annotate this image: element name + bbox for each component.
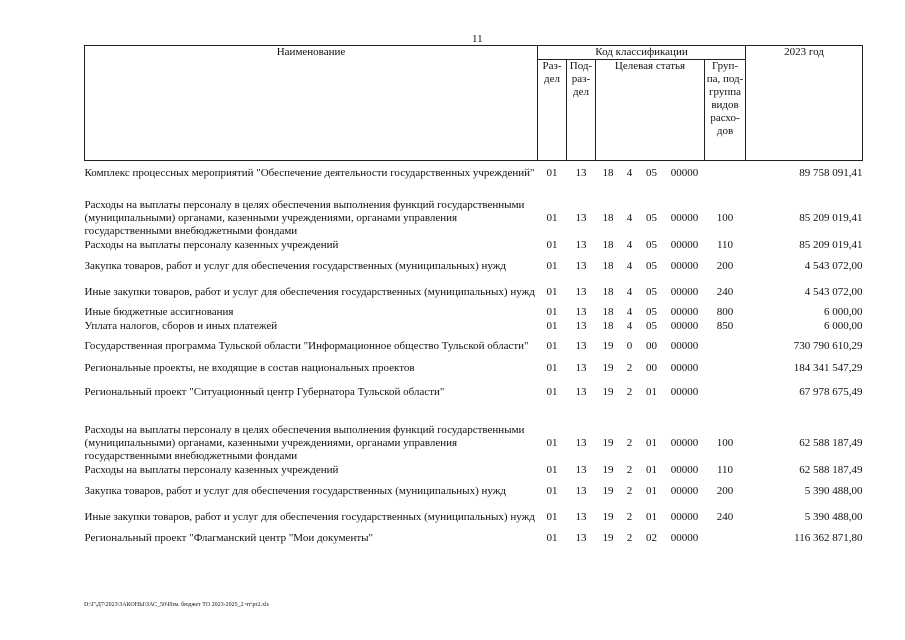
cell-name: Региональные проекты, не входящие в состав национальных проектов bbox=[84, 362, 415, 374]
table-row bbox=[85, 360, 863, 378]
table-row bbox=[85, 161, 863, 187]
table-body bbox=[85, 161, 863, 547]
cell-t2: 4 bbox=[626, 306, 633, 318]
cell-rz: 01 bbox=[546, 239, 558, 251]
cell-t3: 01 bbox=[646, 485, 657, 497]
cell-t4: 00000 bbox=[670, 436, 699, 449]
cell-vr: 850 bbox=[716, 320, 734, 332]
table-row bbox=[85, 505, 863, 531]
cell-t3: 00 bbox=[646, 340, 657, 352]
cell-rz: 01 bbox=[546, 386, 558, 398]
cell-name: Иные закупки товаров, работ и услуг для обеспечения государственных (муниципальных) нужд bbox=[84, 511, 535, 523]
cell-name: Закупка товаров, работ и услуг для обеспечения государственных (муниципальных) нужд bbox=[84, 485, 506, 497]
cell-vr: 800 bbox=[716, 306, 734, 318]
cell-t4: 00000 bbox=[670, 532, 699, 544]
cell-t3: 05 bbox=[646, 306, 657, 318]
table-row bbox=[85, 187, 863, 238]
cell-t1: 19 bbox=[602, 511, 614, 523]
cell-rz: 01 bbox=[546, 211, 558, 224]
cell-amount: 85 209 019,41 bbox=[799, 239, 863, 251]
cell-amount: 62 588 187,49 bbox=[799, 436, 863, 449]
cell-t3: 05 bbox=[646, 320, 657, 332]
cell-t3: 01 bbox=[646, 386, 657, 398]
cell-vr: 240 bbox=[716, 511, 734, 523]
cell-t2: 0 bbox=[626, 340, 633, 352]
cell-t2: 4 bbox=[626, 260, 633, 272]
col-year-header: 2023 год bbox=[746, 46, 863, 161]
table-row bbox=[85, 280, 863, 306]
cell-amount: 6 000,00 bbox=[824, 320, 863, 332]
cell-vr: 110 bbox=[716, 464, 734, 476]
cell-t1: 19 bbox=[602, 464, 614, 476]
cell-pr: 13 bbox=[575, 386, 587, 398]
cell-rz: 01 bbox=[546, 436, 558, 449]
cell-t4: 00000 bbox=[670, 386, 699, 398]
cell-t3: 01 bbox=[646, 436, 657, 449]
cell-name: Расходы на выплаты персоналу казенных учреждений bbox=[84, 464, 339, 476]
table-row bbox=[85, 238, 863, 254]
cell-rz: 01 bbox=[546, 340, 558, 352]
cell-rz: 01 bbox=[546, 362, 558, 374]
cell-vr bbox=[705, 531, 746, 547]
cell-t4: 00000 bbox=[670, 362, 699, 374]
cell-vr: 100 bbox=[716, 436, 734, 449]
cell-t2: 2 bbox=[626, 362, 633, 374]
header-row-1 bbox=[85, 46, 863, 60]
cell-name: Региональный проект "Флагманский центр "Мои документы" bbox=[84, 532, 374, 544]
cell-rz: 01 bbox=[546, 485, 558, 497]
cell-t3: 02 bbox=[646, 532, 657, 544]
cell-vr bbox=[705, 378, 746, 408]
cell-pr: 13 bbox=[575, 485, 587, 497]
cell-rz: 01 bbox=[546, 167, 558, 180]
table-row bbox=[85, 408, 863, 463]
col-subsection-header: Под- раз- дел bbox=[567, 60, 596, 161]
cell-t4: 00000 bbox=[670, 485, 699, 497]
cell-name: Иные закупки товаров, работ и услуг для обеспечения государственных (муниципальных) нужд bbox=[84, 286, 535, 298]
col-section-header: Раз- дел bbox=[538, 60, 567, 161]
cell-t2: 2 bbox=[626, 511, 633, 523]
file-path-footer: D:\Г\Д7\2023\ЗАКОНЫ\ЗАС_50\Изм. бюджет ТО 2023-2025_2 чт\pr2.xls bbox=[84, 602, 269, 608]
cell-rz: 01 bbox=[546, 260, 558, 272]
cell-t3: 05 bbox=[646, 167, 657, 180]
cell-pr: 13 bbox=[575, 436, 587, 449]
cell-name: Иные бюджетные ассигнования bbox=[84, 306, 234, 318]
cell-t1: 18 bbox=[602, 211, 614, 224]
cell-pr: 13 bbox=[575, 286, 587, 298]
cell-vr bbox=[705, 334, 746, 360]
cell-rz: 01 bbox=[546, 286, 558, 298]
cell-vr: 100 bbox=[716, 211, 734, 224]
cell-pr: 13 bbox=[575, 167, 587, 180]
cell-amount: 5 390 488,00 bbox=[804, 485, 863, 497]
cell-t2: 4 bbox=[626, 239, 633, 251]
cell-t1: 18 bbox=[602, 260, 614, 272]
cell-t1: 18 bbox=[602, 320, 614, 332]
cell-t2: 2 bbox=[626, 485, 633, 497]
cell-vr: 200 bbox=[716, 260, 734, 272]
cell-amount: 85 209 019,41 bbox=[799, 211, 863, 224]
budget-table bbox=[84, 45, 863, 547]
cell-vr bbox=[705, 161, 746, 187]
cell-pr: 13 bbox=[575, 340, 587, 352]
cell-name: Расходы на выплаты персоналу в целях обеспечения выполнения функций государственными (муниципальными) органами, казенными учреждениями, органами управления государственными внебюджетными фондами bbox=[84, 198, 525, 237]
cell-amount: 6 000,00 bbox=[824, 306, 863, 318]
cell-amount: 730 790 610,29 bbox=[793, 340, 863, 352]
cell-vr: 110 bbox=[716, 239, 734, 251]
cell-t4: 00000 bbox=[670, 306, 699, 318]
cell-t3: 01 bbox=[646, 511, 657, 523]
cell-t1: 19 bbox=[602, 340, 614, 352]
cell-t4: 00000 bbox=[670, 511, 699, 523]
cell-amount: 5 390 488,00 bbox=[804, 511, 863, 523]
cell-t3: 05 bbox=[646, 286, 657, 298]
cell-name: Уплата налогов, сборов и иных платежей bbox=[84, 320, 278, 332]
cell-t2: 2 bbox=[626, 436, 633, 449]
cell-t3: 01 bbox=[646, 464, 657, 476]
cell-name: Комплекс процессных мероприятий "Обеспечение деятельности государственных учреждений" bbox=[84, 167, 535, 180]
cell-t1: 19 bbox=[602, 485, 614, 497]
cell-name: Государственная программа Тульской области "Информационное общество Тульской области" bbox=[84, 340, 529, 352]
cell-t4: 00000 bbox=[670, 260, 699, 272]
table-row bbox=[85, 334, 863, 360]
cell-t4: 00000 bbox=[670, 211, 699, 224]
cell-name: Закупка товаров, работ и услуг для обеспечения государственных (муниципальных) нужд bbox=[84, 260, 506, 272]
cell-t2: 2 bbox=[626, 464, 633, 476]
cell-amount: 4 543 072,00 bbox=[804, 260, 863, 272]
cell-amount: 67 978 675,49 bbox=[799, 386, 863, 398]
table-row bbox=[85, 463, 863, 479]
cell-t3: 00 bbox=[646, 362, 657, 374]
cell-amount: 62 588 187,49 bbox=[799, 464, 863, 476]
cell-t1: 19 bbox=[602, 362, 614, 374]
table-row bbox=[85, 320, 863, 334]
cell-t3: 05 bbox=[646, 239, 657, 251]
table-row bbox=[85, 254, 863, 280]
cell-t3: 05 bbox=[646, 211, 657, 224]
cell-pr: 13 bbox=[575, 464, 587, 476]
table-row bbox=[85, 306, 863, 320]
cell-t2: 2 bbox=[626, 532, 633, 544]
table-row bbox=[85, 531, 863, 547]
cell-amount: 184 341 547,29 bbox=[793, 362, 863, 374]
cell-t1: 18 bbox=[602, 239, 614, 251]
cell-pr: 13 bbox=[575, 239, 587, 251]
cell-t1: 18 bbox=[602, 306, 614, 318]
cell-rz: 01 bbox=[546, 464, 558, 476]
cell-name: Расходы на выплаты персоналу в целях обеспечения выполнения функций государственными (муниципальными) органами, казенными учреждениями, органами управления государственными внебюджетными фондами bbox=[84, 423, 525, 462]
cell-t4: 00000 bbox=[670, 340, 699, 352]
cell-vr: 240 bbox=[716, 286, 734, 298]
cell-pr: 13 bbox=[575, 320, 587, 332]
cell-t1: 18 bbox=[602, 167, 614, 180]
cell-t2: 4 bbox=[626, 211, 633, 224]
cell-t4: 00000 bbox=[670, 167, 699, 180]
cell-t2: 4 bbox=[626, 320, 633, 332]
cell-pr: 13 bbox=[575, 532, 587, 544]
cell-pr: 13 bbox=[575, 260, 587, 272]
cell-t2: 4 bbox=[626, 167, 633, 180]
cell-t1: 18 bbox=[602, 286, 614, 298]
cell-t2: 4 bbox=[626, 286, 633, 298]
cell-pr: 13 bbox=[575, 511, 587, 523]
col-expense-group-header: Груп- па, под- группа видов расхо- дов bbox=[705, 60, 746, 161]
cell-t4: 00000 bbox=[670, 239, 699, 251]
cell-t2: 2 bbox=[626, 386, 633, 398]
cell-t4: 00000 bbox=[670, 286, 699, 298]
cell-t3: 05 bbox=[646, 260, 657, 272]
cell-t1: 19 bbox=[602, 532, 614, 544]
cell-pr: 13 bbox=[575, 306, 587, 318]
cell-vr: 200 bbox=[716, 485, 734, 497]
cell-t1: 19 bbox=[602, 436, 614, 449]
cell-amount: 116 362 871,80 bbox=[794, 532, 863, 544]
cell-t4: 00000 bbox=[670, 320, 699, 332]
cell-pr: 13 bbox=[575, 211, 587, 224]
cell-name: Региональный проект "Ситуационный центр Губернатора Тульской области" bbox=[84, 386, 445, 398]
cell-t4: 00000 bbox=[670, 464, 699, 476]
cell-name: Расходы на выплаты персоналу казенных учреждений bbox=[84, 239, 339, 251]
page-number: 11 bbox=[472, 33, 483, 45]
table-row bbox=[85, 479, 863, 505]
cell-pr: 13 bbox=[575, 362, 587, 374]
cell-vr bbox=[705, 360, 746, 378]
col-classification-header: Код классификации bbox=[538, 46, 746, 60]
cell-amount: 89 758 091,41 bbox=[799, 167, 863, 180]
cell-amount: 4 543 072,00 bbox=[804, 286, 863, 298]
table-row bbox=[85, 378, 863, 408]
cell-rz: 01 bbox=[546, 511, 558, 523]
cell-rz: 01 bbox=[546, 532, 558, 544]
col-name-header: Наименование bbox=[85, 46, 538, 161]
cell-rz: 01 bbox=[546, 306, 558, 318]
cell-t1: 19 bbox=[602, 386, 614, 398]
col-target-header: Целевая статья bbox=[596, 60, 705, 161]
cell-rz: 01 bbox=[546, 320, 558, 332]
